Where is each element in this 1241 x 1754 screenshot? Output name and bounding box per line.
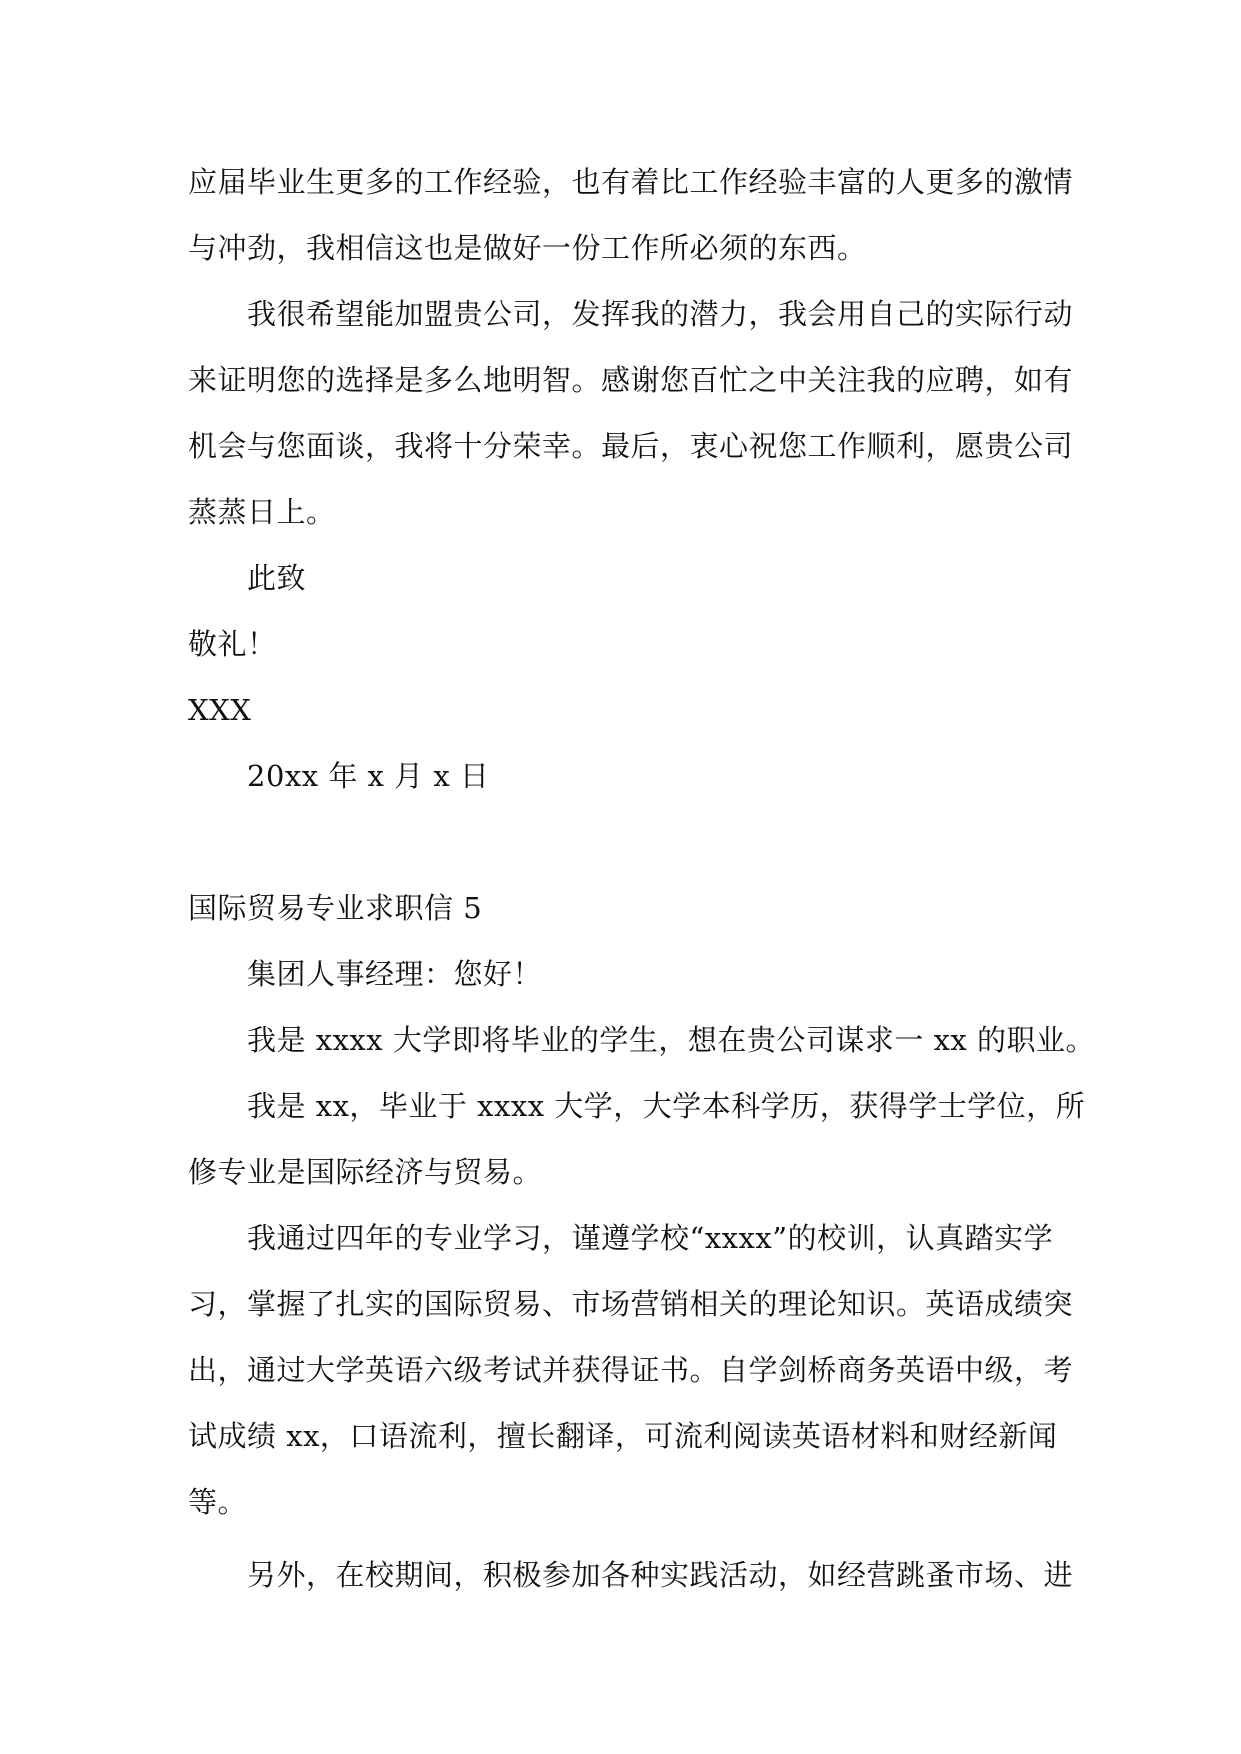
closing-line: 此致 [247,561,307,595]
text-line: 出，通过大学英语六级考试并获得证书。自学剑桥商务英语中级，考 [188,1353,1074,1387]
text-line: 另外，在校期间，积极参加各种实践活动，如经营跳蚤市场、进 [247,1558,1074,1592]
text-line: 应届毕业生更多的工作经验，也有着比工作经验丰富的人更多的激情 [188,165,1074,199]
text-line: 来证明您的选择是多么地明智。感谢您百忙之中关注我的应聘，如有 [188,363,1074,397]
text-line: 机会与您面谈，我将十分荣幸。最后，衷心祝您工作顺利，愿贵公司 [188,429,1074,463]
text-line: 等。 [188,1485,248,1519]
date-line: 20xx 年 x 月 x 日 [247,759,490,793]
text-line: 我是 xx，毕业于 xxxx 大学，大学本科学历，获得学士学位，所 [247,1089,1086,1123]
signature: XXX [188,693,252,727]
section-title: 国际贸易专业求职信 5 [188,891,483,925]
text-line: 试成绩 xx，口语流利，擅长翻译，可流利阅读英语材料和财经新闻 [188,1419,1058,1453]
closing-line: 敬礼！ [188,627,277,661]
text-line: 蒸蒸日上。 [188,495,336,529]
text-line: 我是 xxxx 大学即将毕业的学生，想在贵公司谋求一 xx 的职业。 [247,1023,1096,1057]
text-line: 与冲劲，我相信这也是做好一份工作所必须的东西。 [188,231,867,265]
salutation: 集团人事经理：您好！ [247,957,543,991]
text-line: 我通过四年的专业学习，谨遵学校“xxxx”的校训，认真踏实学 [247,1221,1054,1255]
text-line: 修专业是国际经济与贸易。 [188,1155,543,1189]
text-line: 我很希望能加盟贵公司，发挥我的潜力，我会用自己的实际行动 [247,297,1074,331]
text-line: 习，掌握了扎实的国际贸易、市场营销相关的理论知识。英语成绩突 [188,1287,1074,1321]
